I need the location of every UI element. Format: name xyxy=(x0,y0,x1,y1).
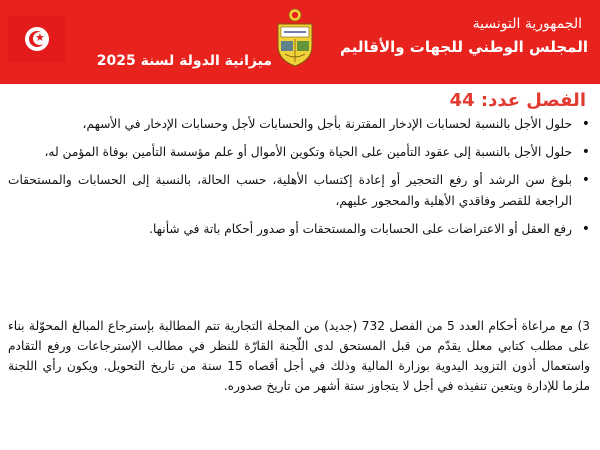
bullet-list xyxy=(8,114,590,247)
list-item-text: بلوغ سن الرشد أو رفع التحجير أو إعادة إكتساب الأهلية، حسب الحالة، بالنسبة إلى الحسابات والمستحقات الراجعة للقصر وفاقدي الأهلية والمحجور عليهم، xyxy=(8,173,572,208)
republic-name: الجمهورية التونسية xyxy=(472,16,582,32)
budget-title: ميزانية الدولة لسنة 2025 xyxy=(96,53,272,69)
list-item-text: حلول الأجل بالنسبة إلى عقود التأمين على الحياة وتكوين الأموال أو علم مؤسسة التأمين بوفاة المؤمن له، xyxy=(44,145,572,159)
list-item xyxy=(8,170,590,212)
header-banner xyxy=(0,0,600,84)
bullet-icon: • xyxy=(581,144,590,160)
numbered-paragraph: 3) مع مراعاة أحكام العدد 5 من الفصل 732 (جديد) من المجلة التجارية تتم المطالبة بإسترجاع المبالغ المحوّلة بناء على مطلب كتابي معلل يقدّم من قبل المستحق لدى اللّجنة القارّة للنظر في مطالب الإسترجاعات ورفع التقادم واستعمال أذون التزويد اليدوية بوزارة المالية وذلك في أجل أقصاه 15 سنة من تاريخ التحويل. ويكون رأي اللجنة ملزما للإدارة ويتعين تنفيذه في أجل لا يتجاوز ستة أشهر من تاريخ صدوره. xyxy=(8,319,590,393)
bullet-icon: • xyxy=(581,221,590,237)
list-item-text: حلول الأجل بالنسبة لحسابات الإدخار المقترنة بأجل والحسابات لأجل وحسابات الإدخار في الأسهم، xyxy=(82,117,572,131)
list-item xyxy=(8,219,590,240)
council-name: المجلس الوطني للجهات والأقاليم xyxy=(339,38,588,56)
tunisia-flag-icon: ★ xyxy=(8,16,66,62)
chapter-heading: الفصل عدد: 44 xyxy=(449,90,586,111)
list-item xyxy=(8,142,590,163)
list-item xyxy=(8,114,590,135)
bullet-icon: • xyxy=(581,116,590,132)
list-item-text: رفع العقل أو الاعتراضات على الحسابات والمستحقات أو صدور أحكام باتة في شأنها. xyxy=(149,222,572,236)
bullet-icon: • xyxy=(581,172,590,188)
